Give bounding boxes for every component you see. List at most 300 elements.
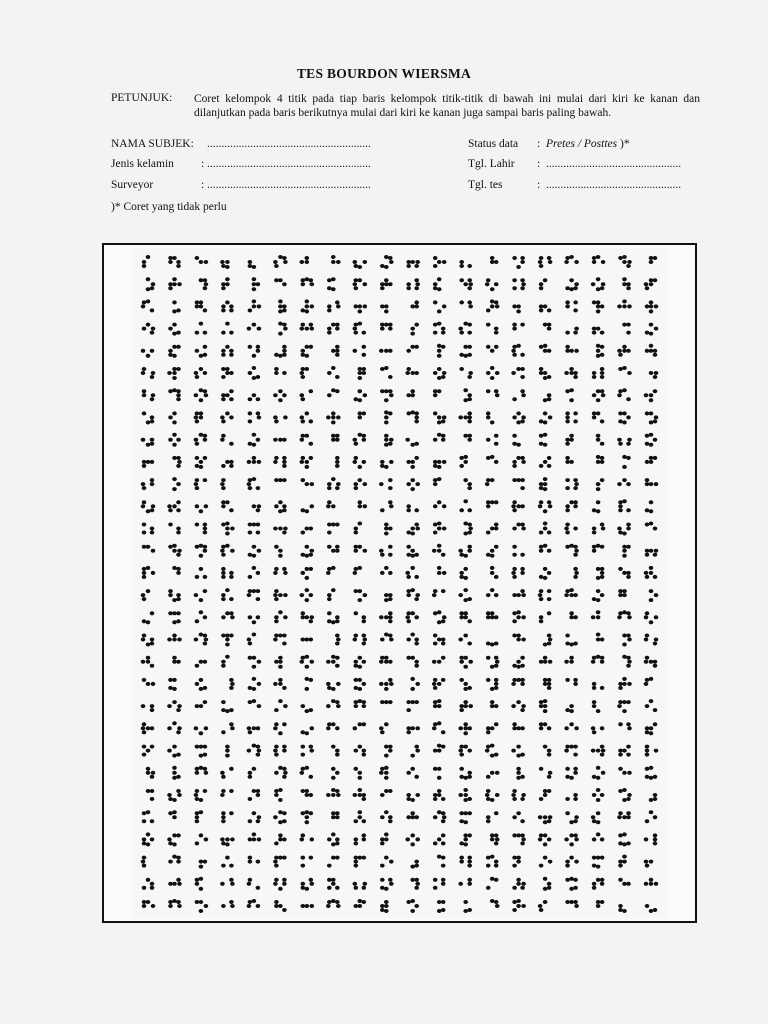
dot-group[interactable] — [274, 766, 288, 779]
dot-group[interactable] — [486, 722, 499, 734]
dot-group[interactable] — [358, 367, 367, 380]
dot-group[interactable] — [458, 411, 472, 423]
dot-group[interactable] — [248, 433, 261, 447]
dot-group[interactable] — [564, 523, 578, 535]
dot-group[interactable] — [644, 656, 658, 668]
dot-group[interactable] — [644, 611, 659, 624]
dot-group[interactable] — [406, 389, 415, 397]
dot-group[interactable] — [221, 460, 234, 468]
dot-group[interactable] — [591, 610, 601, 619]
dot-group[interactable] — [592, 411, 605, 423]
dot-group[interactable] — [248, 767, 257, 779]
dot-group[interactable] — [168, 256, 181, 268]
dot-group[interactable] — [229, 678, 235, 690]
dot-group[interactable] — [433, 460, 447, 469]
field-tgl-lahir-value[interactable]: ............................................... — [546, 158, 682, 170]
dot-group[interactable] — [327, 588, 336, 601]
dot-group[interactable] — [406, 633, 419, 646]
dot-group[interactable] — [199, 278, 209, 290]
dot-group[interactable] — [617, 299, 632, 308]
dot-group[interactable] — [273, 878, 287, 891]
dot-group[interactable] — [564, 255, 579, 264]
dot-group[interactable] — [512, 545, 525, 557]
dot-group[interactable] — [194, 633, 209, 646]
dot-group[interactable] — [327, 477, 341, 490]
dot-group[interactable] — [247, 878, 261, 890]
dot-group[interactable] — [300, 655, 315, 669]
dot-group[interactable] — [406, 700, 419, 712]
dot-group[interactable] — [618, 722, 632, 730]
dot-group[interactable] — [380, 878, 394, 891]
dot-group[interactable] — [380, 810, 393, 823]
dot-group[interactable] — [458, 545, 472, 558]
dot-group[interactable] — [380, 566, 393, 575]
dot-group[interactable] — [618, 745, 631, 757]
dot-group[interactable] — [591, 811, 601, 824]
dot-group[interactable] — [301, 745, 315, 757]
dot-group[interactable] — [220, 260, 230, 269]
dot-group[interactable] — [195, 544, 208, 558]
dot-group[interactable] — [168, 810, 177, 819]
dot-group[interactable] — [221, 567, 234, 579]
dot-group[interactable] — [645, 810, 658, 823]
dot-group[interactable] — [167, 700, 182, 712]
dot-group[interactable] — [273, 456, 287, 468]
dot-group[interactable] — [247, 589, 261, 601]
dot-group[interactable] — [354, 745, 367, 757]
dot-group[interactable] — [458, 588, 472, 602]
dot-group[interactable] — [220, 837, 235, 846]
dot-group[interactable] — [433, 699, 442, 708]
dot-group[interactable] — [379, 545, 393, 557]
dot-group[interactable] — [622, 634, 632, 647]
dot-group[interactable] — [301, 878, 315, 891]
dot-group[interactable] — [248, 366, 261, 380]
dot-group[interactable] — [596, 434, 605, 446]
dot-group[interactable] — [195, 322, 208, 335]
dot-group[interactable] — [221, 389, 234, 401]
dot-group[interactable] — [331, 811, 340, 819]
dot-group[interactable] — [645, 766, 658, 780]
dot-group[interactable] — [459, 700, 473, 712]
dot-group[interactable] — [142, 611, 155, 624]
dot-group[interactable] — [172, 456, 182, 468]
dot-group[interactable] — [248, 260, 257, 269]
dot-group[interactable] — [248, 789, 261, 801]
dot-group[interactable] — [645, 549, 659, 557]
dot-group[interactable] — [142, 545, 156, 553]
dot-group[interactable] — [146, 277, 156, 291]
dot-group[interactable] — [512, 411, 526, 424]
dot-group[interactable] — [354, 767, 363, 780]
dot-group[interactable] — [406, 278, 420, 290]
dot-group[interactable] — [617, 345, 631, 357]
dot-group[interactable] — [221, 322, 234, 335]
dot-group[interactable] — [596, 344, 605, 358]
dot-group[interactable] — [433, 500, 447, 508]
dot-group[interactable] — [248, 411, 262, 423]
dot-group[interactable] — [220, 434, 234, 446]
dot-group[interactable] — [591, 655, 605, 664]
dot-group[interactable] — [644, 878, 659, 886]
dot-group[interactable] — [512, 278, 526, 290]
dot-group[interactable] — [644, 566, 658, 579]
dot-group[interactable] — [326, 722, 340, 730]
dot-group[interactable] — [406, 260, 420, 268]
dot-group[interactable] — [301, 504, 315, 513]
dot-group[interactable] — [248, 345, 261, 358]
dot-group[interactable] — [247, 477, 261, 490]
dot-group[interactable] — [142, 323, 156, 335]
dot-group[interactable] — [406, 410, 419, 423]
dot-group[interactable] — [168, 411, 177, 424]
dot-group[interactable] — [273, 438, 287, 442]
dot-group[interactable] — [379, 349, 393, 353]
dot-group[interactable] — [512, 523, 526, 531]
dot-group[interactable] — [248, 299, 262, 312]
dot-group[interactable] — [353, 433, 367, 446]
dot-group[interactable] — [141, 367, 156, 379]
dot-group[interactable] — [301, 545, 315, 558]
dot-group[interactable] — [618, 904, 627, 913]
dot-group[interactable] — [486, 434, 499, 446]
dot-group[interactable] — [274, 833, 287, 845]
dot-group[interactable] — [331, 345, 340, 357]
dot-group[interactable] — [432, 544, 446, 557]
dot-group[interactable] — [331, 745, 340, 757]
dot-group[interactable] — [564, 656, 574, 664]
dot-group[interactable] — [141, 500, 156, 513]
dot-group[interactable] — [463, 388, 472, 402]
dot-group[interactable] — [195, 456, 208, 469]
dot-group[interactable] — [512, 722, 525, 730]
dot-group[interactable] — [380, 900, 389, 913]
dot-group[interactable] — [301, 567, 314, 580]
dot-group[interactable] — [591, 726, 605, 734]
dot-group[interactable] — [618, 366, 632, 375]
dot-group[interactable] — [433, 833, 446, 845]
dot-group[interactable] — [274, 656, 283, 669]
dot-group[interactable] — [354, 478, 368, 490]
dot-group[interactable] — [617, 388, 631, 401]
dot-group[interactable] — [485, 478, 495, 486]
dot-group[interactable] — [622, 655, 632, 668]
dot-group[interactable] — [485, 744, 499, 758]
dot-group[interactable] — [301, 611, 315, 623]
dot-group[interactable] — [592, 389, 606, 402]
dot-group[interactable] — [301, 277, 315, 286]
dot-group[interactable] — [331, 434, 340, 442]
dot-group[interactable] — [410, 878, 420, 890]
dot-group[interactable] — [539, 304, 552, 312]
dot-group[interactable] — [458, 634, 472, 646]
dot-group[interactable] — [274, 788, 283, 802]
dot-group[interactable] — [221, 900, 235, 908]
dot-group[interactable] — [592, 832, 605, 841]
dot-group[interactable] — [405, 367, 419, 375]
dot-group[interactable] — [168, 388, 181, 401]
dot-group[interactable] — [380, 366, 393, 379]
field-tgl-tes-value[interactable]: ............................................... — [546, 179, 682, 191]
dot-group[interactable] — [301, 704, 314, 713]
dot-group[interactable] — [645, 433, 658, 447]
dot-group[interactable] — [354, 589, 368, 602]
dot-group[interactable] — [353, 634, 368, 646]
dot-group[interactable] — [644, 389, 658, 402]
dot-group[interactable] — [248, 393, 261, 401]
dot-group[interactable] — [406, 456, 419, 469]
dot-group[interactable] — [379, 656, 393, 664]
dot-group[interactable] — [141, 634, 155, 647]
dot-group[interactable] — [649, 371, 659, 379]
dot-group[interactable] — [195, 523, 208, 535]
dot-group[interactable] — [142, 460, 155, 468]
dot-group[interactable] — [569, 611, 578, 619]
dot-group[interactable] — [300, 833, 315, 841]
dot-group[interactable] — [539, 656, 553, 664]
dot-group[interactable] — [459, 767, 472, 780]
dot-group[interactable] — [353, 722, 367, 730]
dot-group[interactable] — [326, 899, 341, 908]
dot-group[interactable] — [327, 300, 341, 312]
dot-group[interactable] — [168, 589, 181, 602]
dot-group[interactable] — [459, 833, 472, 846]
dot-group[interactable] — [592, 878, 605, 890]
dot-group[interactable] — [596, 633, 605, 642]
dot-group[interactable] — [511, 367, 525, 379]
dot-group[interactable] — [380, 278, 393, 290]
dot-group[interactable] — [194, 789, 208, 802]
dot-group[interactable] — [617, 700, 631, 713]
dot-group[interactable] — [326, 500, 336, 508]
dot-group[interactable] — [565, 704, 574, 713]
dot-group[interactable] — [543, 678, 552, 690]
dot-group[interactable] — [168, 855, 181, 864]
dot-group[interactable] — [459, 811, 472, 824]
dot-group[interactable] — [511, 500, 525, 512]
dot-group[interactable] — [591, 745, 606, 757]
dot-group[interactable] — [199, 860, 208, 869]
dot-group[interactable] — [406, 767, 419, 779]
dot-group[interactable] — [300, 323, 315, 331]
dot-group[interactable] — [353, 456, 367, 469]
dot-group[interactable] — [406, 523, 420, 536]
dot-group[interactable] — [301, 527, 314, 535]
dot-group[interactable] — [353, 322, 367, 335]
dot-group[interactable] — [142, 878, 155, 890]
dot-group[interactable] — [591, 277, 606, 291]
dot-group[interactable] — [592, 500, 601, 513]
dot-group[interactable] — [221, 722, 235, 734]
dot-group[interactable] — [649, 793, 658, 802]
dot-group[interactable] — [300, 766, 314, 779]
dot-group[interactable] — [380, 460, 394, 469]
dot-group[interactable] — [486, 877, 499, 890]
dot-group[interactable] — [273, 255, 288, 268]
dot-group[interactable] — [645, 500, 654, 513]
dot-group[interactable] — [486, 523, 499, 535]
dot-group[interactable] — [142, 745, 155, 757]
dot-group[interactable] — [564, 833, 579, 846]
dot-group[interactable] — [220, 789, 234, 797]
dot-group[interactable] — [459, 499, 472, 512]
dot-group[interactable] — [511, 700, 526, 712]
dot-group[interactable] — [433, 610, 447, 624]
dot-group[interactable] — [248, 677, 262, 691]
dot-group[interactable] — [433, 810, 447, 823]
dot-group[interactable] — [168, 878, 182, 886]
dot-group[interactable] — [463, 478, 472, 490]
dot-group[interactable] — [538, 900, 548, 912]
dot-group[interactable] — [247, 899, 261, 908]
dot-group[interactable] — [564, 745, 578, 757]
dot-group[interactable] — [458, 745, 472, 757]
dot-group[interactable] — [433, 277, 442, 291]
dot-group[interactable] — [617, 610, 632, 619]
dot-group[interactable] — [463, 434, 472, 442]
dot-group[interactable] — [596, 900, 605, 908]
dot-group[interactable] — [406, 811, 419, 819]
dot-group[interactable] — [490, 566, 499, 579]
dot-group[interactable] — [432, 656, 446, 664]
dot-group[interactable] — [326, 566, 336, 575]
dot-group[interactable] — [406, 504, 419, 512]
dot-group[interactable] — [486, 345, 499, 353]
dot-group[interactable] — [406, 793, 420, 802]
dot-group[interactable] — [463, 900, 472, 913]
dot-group[interactable] — [142, 255, 151, 268]
dot-group[interactable] — [538, 833, 552, 846]
dot-group[interactable] — [512, 856, 521, 868]
dot-group[interactable] — [141, 589, 151, 601]
dot-group[interactable] — [596, 455, 605, 464]
dot-group[interactable] — [645, 300, 659, 313]
dot-group[interactable] — [278, 322, 288, 336]
dot-group[interactable] — [512, 456, 526, 468]
dot-group[interactable] — [327, 523, 340, 535]
dot-group[interactable] — [274, 545, 283, 558]
dot-group[interactable] — [327, 323, 340, 335]
dot-group[interactable] — [167, 367, 181, 380]
dot-group[interactable] — [410, 323, 419, 336]
dot-group[interactable] — [539, 522, 552, 535]
dot-group[interactable] — [221, 522, 235, 536]
dot-group[interactable] — [195, 345, 208, 358]
dot-group[interactable] — [437, 855, 446, 868]
dot-group[interactable] — [273, 856, 287, 868]
dot-group[interactable] — [486, 411, 495, 424]
dot-group[interactable] — [141, 349, 155, 358]
dot-group[interactable] — [353, 566, 363, 575]
dot-group[interactable] — [326, 788, 341, 797]
dot-group[interactable] — [326, 699, 341, 708]
dot-group[interactable] — [539, 767, 553, 779]
dot-group[interactable] — [410, 677, 420, 691]
dot-group[interactable] — [353, 345, 367, 357]
dot-group[interactable] — [331, 767, 340, 780]
dot-group[interactable] — [543, 745, 552, 757]
dot-group[interactable] — [406, 656, 419, 668]
dot-group[interactable] — [645, 344, 658, 357]
dot-group[interactable] — [645, 411, 659, 424]
dot-group[interactable] — [459, 656, 473, 669]
dot-group[interactable] — [539, 456, 552, 468]
dot-group[interactable] — [353, 788, 367, 801]
dot-group[interactable] — [194, 367, 208, 379]
dot-group[interactable] — [512, 610, 526, 623]
dot-group[interactable] — [195, 745, 208, 758]
dot-group[interactable] — [490, 256, 499, 264]
dot-group[interactable] — [437, 344, 446, 358]
dot-group[interactable] — [433, 744, 446, 753]
dot-group[interactable] — [354, 899, 367, 908]
dot-group[interactable] — [172, 656, 181, 664]
dot-group[interactable] — [252, 504, 262, 512]
dot-group[interactable] — [358, 500, 368, 508]
dot-group[interactable] — [644, 677, 654, 686]
dot-group[interactable] — [565, 900, 579, 908]
dot-group[interactable] — [459, 260, 472, 268]
dot-group[interactable] — [141, 704, 155, 712]
dot-group[interactable] — [221, 634, 234, 647]
dot-group[interactable] — [459, 300, 473, 308]
dot-group[interactable] — [565, 278, 579, 291]
dot-group[interactable] — [539, 367, 552, 380]
dot-group[interactable] — [490, 833, 500, 845]
dot-group[interactable] — [512, 589, 526, 597]
dot-group[interactable] — [273, 567, 288, 575]
dot-group[interactable] — [486, 455, 499, 464]
dot-group[interactable] — [248, 856, 261, 864]
dot-group[interactable] — [565, 811, 579, 824]
dot-group[interactable] — [486, 500, 499, 508]
dot-group[interactable] — [195, 810, 204, 823]
dot-group[interactable] — [248, 615, 261, 624]
dot-group[interactable] — [645, 904, 658, 913]
dot-group[interactable] — [221, 811, 234, 823]
dot-group[interactable] — [512, 256, 525, 269]
dot-group[interactable] — [353, 278, 368, 290]
dot-group[interactable] — [565, 877, 578, 891]
dot-group[interactable] — [220, 411, 234, 423]
dot-group[interactable] — [354, 304, 368, 313]
dot-group[interactable] — [437, 566, 447, 575]
dot-group[interactable] — [406, 345, 419, 353]
dot-group[interactable] — [565, 793, 578, 801]
dot-group[interactable] — [167, 634, 182, 642]
dot-group[interactable] — [538, 256, 553, 268]
dot-group[interactable] — [221, 367, 234, 379]
dot-group[interactable] — [458, 788, 472, 802]
dot-group[interactable] — [406, 588, 420, 601]
dot-group[interactable] — [565, 456, 574, 464]
dot-group[interactable] — [433, 878, 446, 890]
dot-group[interactable] — [220, 544, 235, 557]
dot-group[interactable] — [458, 322, 472, 335]
dot-group[interactable] — [463, 522, 473, 536]
dot-group[interactable] — [327, 545, 340, 553]
dot-group[interactable] — [248, 545, 262, 558]
dot-group[interactable] — [220, 878, 235, 886]
dot-group[interactable] — [380, 789, 393, 797]
dot-group[interactable] — [195, 610, 208, 623]
dot-group[interactable] — [274, 500, 287, 513]
dot-group[interactable] — [141, 478, 155, 490]
dot-group[interactable] — [247, 456, 262, 464]
dot-group[interactable] — [486, 366, 500, 380]
dot-group[interactable] — [433, 789, 446, 801]
dot-group[interactable] — [406, 726, 420, 734]
